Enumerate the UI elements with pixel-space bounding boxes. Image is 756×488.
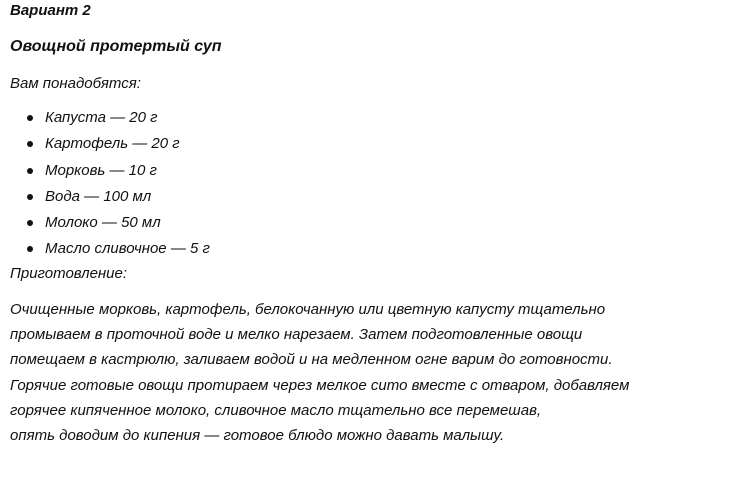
- bullet-icon: [27, 168, 33, 174]
- bullet-icon: [27, 115, 33, 121]
- preparation-heading: Приготовление:: [10, 265, 128, 282]
- preparation-text: [10, 300, 746, 451]
- bullet-icon: [27, 194, 33, 200]
- ingredients-heading: Вам понадобятся:: [10, 75, 141, 92]
- ingredient-text: Морковь — 10 г: [45, 161, 157, 179]
- variant-label: Вариант 2: [10, 2, 91, 19]
- recipe-title: Овощной протертый суп: [10, 38, 222, 55]
- ingredients-list: [10, 108, 210, 266]
- ingredient-text: Вода — 100 мл: [45, 187, 152, 205]
- ingredient-text: Картофель — 20 г: [45, 135, 180, 153]
- ingredient-item: [10, 134, 210, 160]
- preparation-line: промываем в проточной воде и мелко нарезаем. Затем подготовленные овощи: [10, 326, 583, 344]
- bullet-icon: [27, 246, 33, 252]
- preparation-line: Горячие готовые овощи протираем через мелкое сито вместе с отваром, добавляем: [10, 376, 630, 394]
- ingredient-text: Масло сливочное — 5 г: [45, 240, 210, 258]
- preparation-line: Очищенные морковь, картофель, белокочанную или цветную капусту тщательно: [10, 301, 606, 318]
- preparation-line: опять доводим до кипения — готовое блюдо можно давать малышу.: [10, 426, 505, 444]
- preparation-line: помещаем в кастрюлю, заливаем водой и на медленном огне варим до готовности.: [10, 351, 613, 369]
- ingredient-item: [10, 213, 210, 239]
- ingredient-text: Молоко — 50 мл: [45, 214, 161, 232]
- ingredient-item: [10, 187, 210, 213]
- ingredient-item: [10, 161, 210, 187]
- preparation-line: горячее кипяченное молоко, сливочное масло тщательно все перемешав,: [10, 401, 542, 419]
- ingredient-text: Капуста — 20 г: [45, 109, 158, 126]
- bullet-icon: [27, 141, 33, 147]
- bullet-icon: [27, 220, 33, 226]
- ingredient-item: [10, 108, 210, 134]
- ingredient-item: [10, 239, 210, 265]
